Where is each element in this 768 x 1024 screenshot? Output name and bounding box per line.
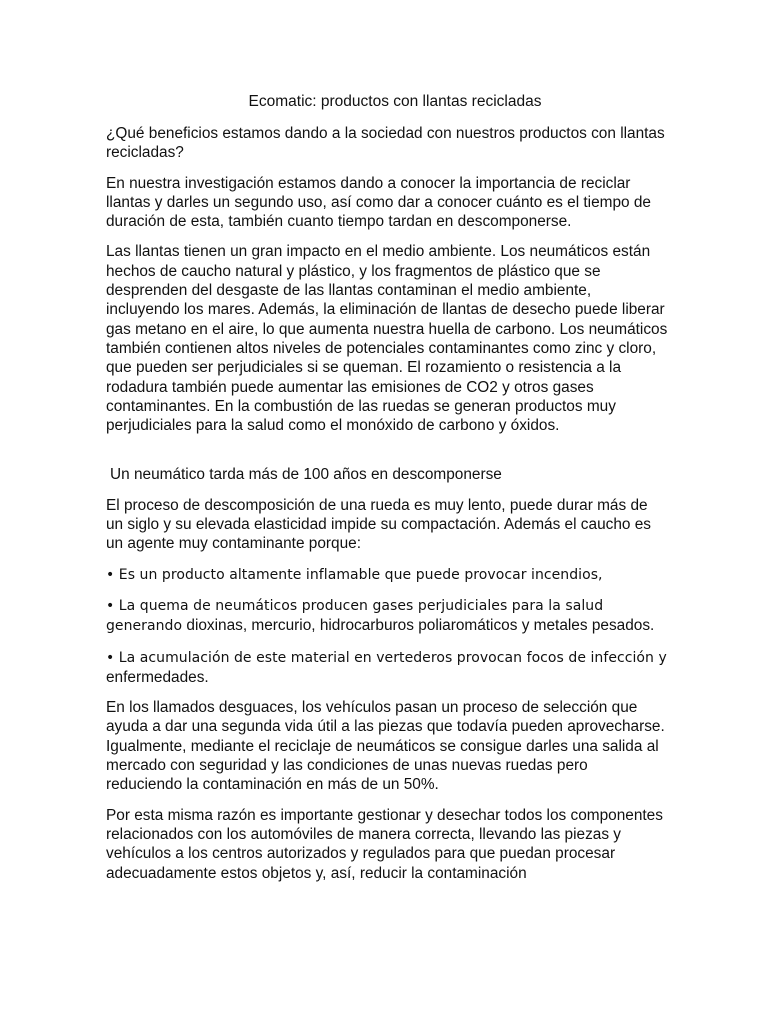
question-paragraph: ¿Qué beneficios estamos dando a la sociedad con nuestros productos con llantas recicladas? [106,125,665,162]
desguaces-paragraph: En los llamados desguaces, los vehículos pasan un proceso de selección que ayuda a dar una segunda vida útil a las piezas que todavía pueden aprovecharse. Igualmente, mediante el reciclaje de neumáticos se consigue darles una salida al mercado con seguridad y las condiciones de unas nuevas ruedas pero reduciendo la contaminación en más de un 50%. [106,699,665,794]
bullet-item-flammable [106,565,668,585]
document-title: Ecomatic: productos con llantas recicladas [248,93,542,110]
section-subtitle: Un neumático tarda más de 100 años en descomponerse [110,466,502,484]
bullet-item-landfills [106,648,668,688]
bullet-lead: • La acumulación de este material en vertederos provocan focos de infección y [106,649,667,666]
conclusion-paragraph: Por esta misma razón es importante gestionar y desechar todos los componentes relacionados con los automóviles de manera correcta, llevando las piezas y vehículos a los centros autorizados y regulados para que puedan procesar adecuadamente estos objetos y, así, reducir la contaminación [106,806,663,882]
intro-paragraph: En nuestra investigación estamos dando a conocer la importancia de reciclar llantas y darles un segundo uso, así como dar a conocer cuánto es el tiempo de duración de esta, también cuanto tiempo tardan en descomponerse. [106,174,651,231]
bullet-rest: dioxinas, mercurio, hidrocarburos poliaromáticos y metales pesados. [182,617,655,635]
bullet-rest: enfermedades. [106,668,209,686]
impact-paragraph: Las llantas tienen un gran impacto en el medio ambiente. Los neumáticos están hechos de caucho natural y plástico, y los fragmentos de plástico que se desprenden del desgaste de las llantas contaminan el medio ambiente, incluyendo los mares. Además, la eliminación de llantas de desecho puede liberar gas metano en el aire, lo que aumenta nuestra huella de carbono. Los neumáticos también contienen altos niveles de potenciales contaminantes como zinc y cloro, que pueden ser perjudiciales si se queman. El rozamiento o resistencia a la rodadura también puede aumentar las emisiones de CO2 y otros gases contaminantes. En la combustión de las ruedas se generan productos muy perjudiciales para la salud como el monóxido de carbono y óxidos. [106,243,668,435]
process-paragraph: El proceso de descomposición de una rueda es muy lento, puede durar más de un siglo y su elevada elasticidad impide su compactación. Además el caucho es un agente muy contaminante porque: [106,496,651,553]
section-spacer [106,446,668,465]
bullet-item-burning [106,596,668,637]
bullet-lead: • La quema de neumáticos producen gases perjudiciales para la salud generando [106,597,604,635]
bullet-lead: • Es un producto altamente inflamable que puede provocar incendios, [106,566,603,583]
